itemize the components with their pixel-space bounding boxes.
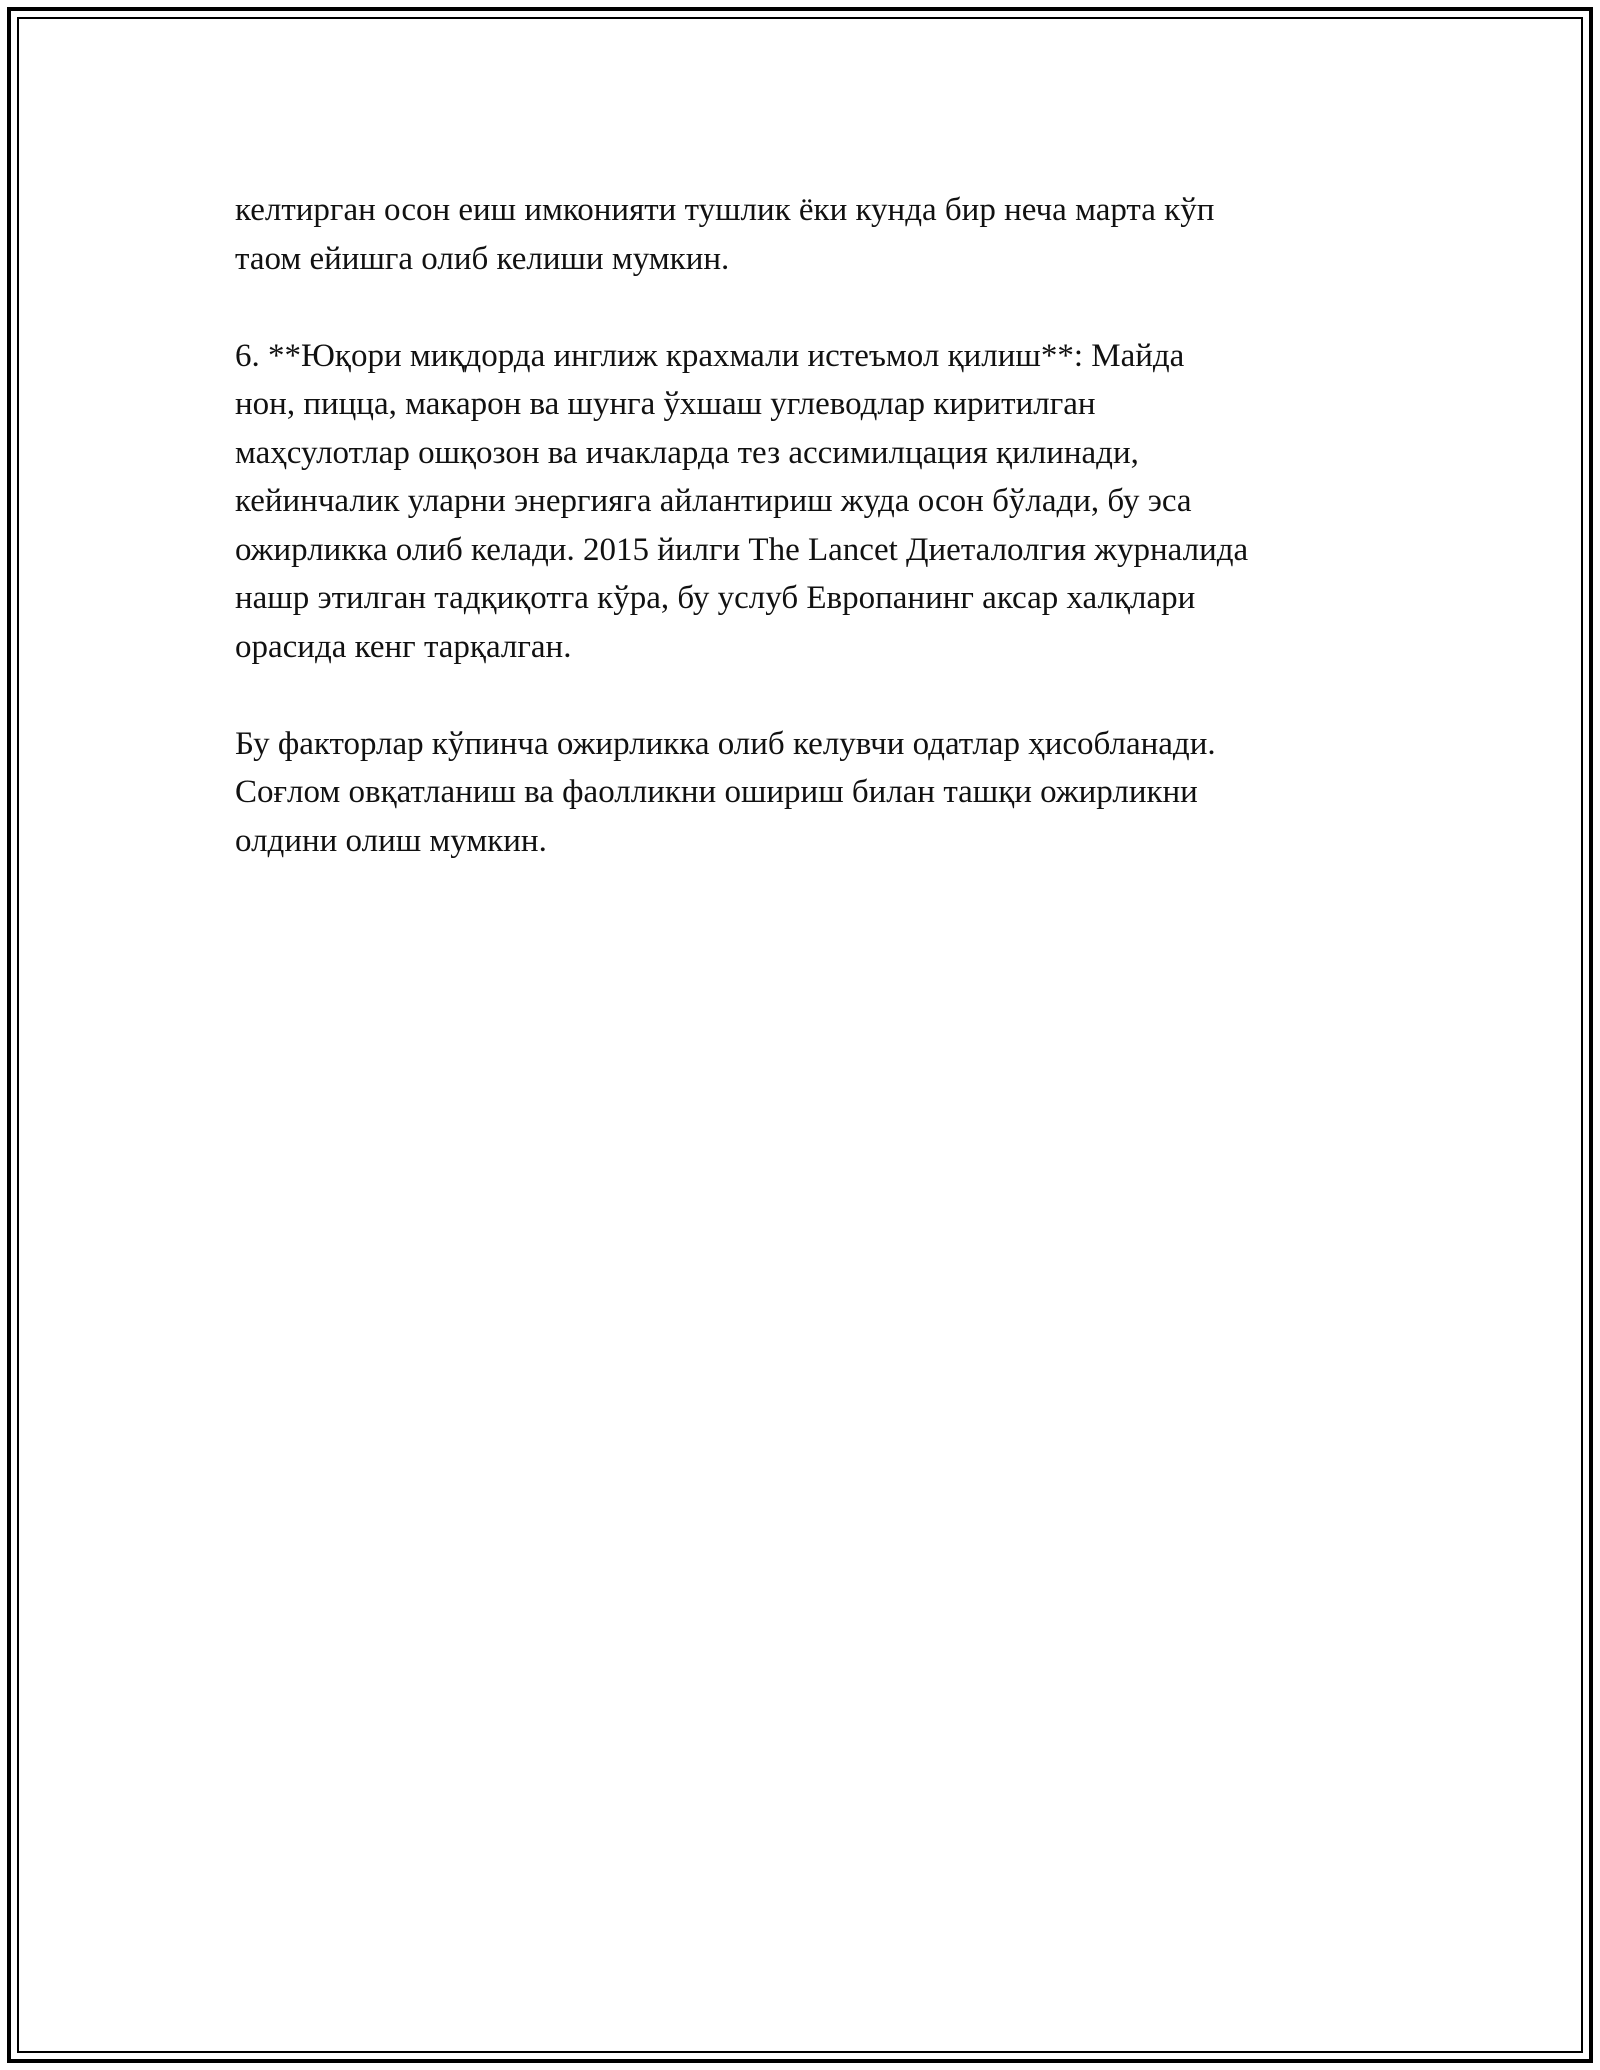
paragraph-1 — [235, 186, 1395, 283]
text-line: таом ейишга олиб келиши мумкин. — [235, 240, 730, 277]
paragraph-2 — [235, 332, 1395, 672]
text-line: нон, пицца, макарон ва шунга ўхшаш углеводлар киритилган — [235, 386, 1096, 422]
text-line: нашр этилган тадқиқотга кўра, бу услуб Европанинг аксар халқлари — [235, 580, 1196, 616]
text-line: ожирликка олиб келади. 2015 йилги The Lancet Диеталолгия журналида — [235, 531, 1249, 568]
text-line: Соғлом овқатланиш ва фаолликни ошириш билан ташқи ожирликни — [235, 774, 1198, 810]
paragraph-3 — [235, 720, 1395, 866]
text-line: Бу факторлар кўпинча ожирликка олиб келувчи одатлар ҳисобланади. — [235, 725, 1216, 762]
text-line: олдини олиш мумкин. — [235, 822, 547, 859]
text-line: маҳсулотлар ошқозон ва ичакларда тез ассимилцация қилинади, — [235, 434, 1139, 471]
text-line: кейинчалик уларни энергияга айлантириш жуда осон бўлади, бу эса — [235, 483, 1192, 519]
text-line: 6. **Юқори миқдорда инглиж крахмали истеъмол қилиш**: Майда — [235, 337, 1185, 374]
text-line: орасида кенг тарқалган. — [235, 628, 572, 665]
document-body — [235, 186, 1395, 914]
text-line: келтирган осон еиш имконияти тушлик ёки кунда бир неча марта кўп — [235, 192, 1215, 228]
